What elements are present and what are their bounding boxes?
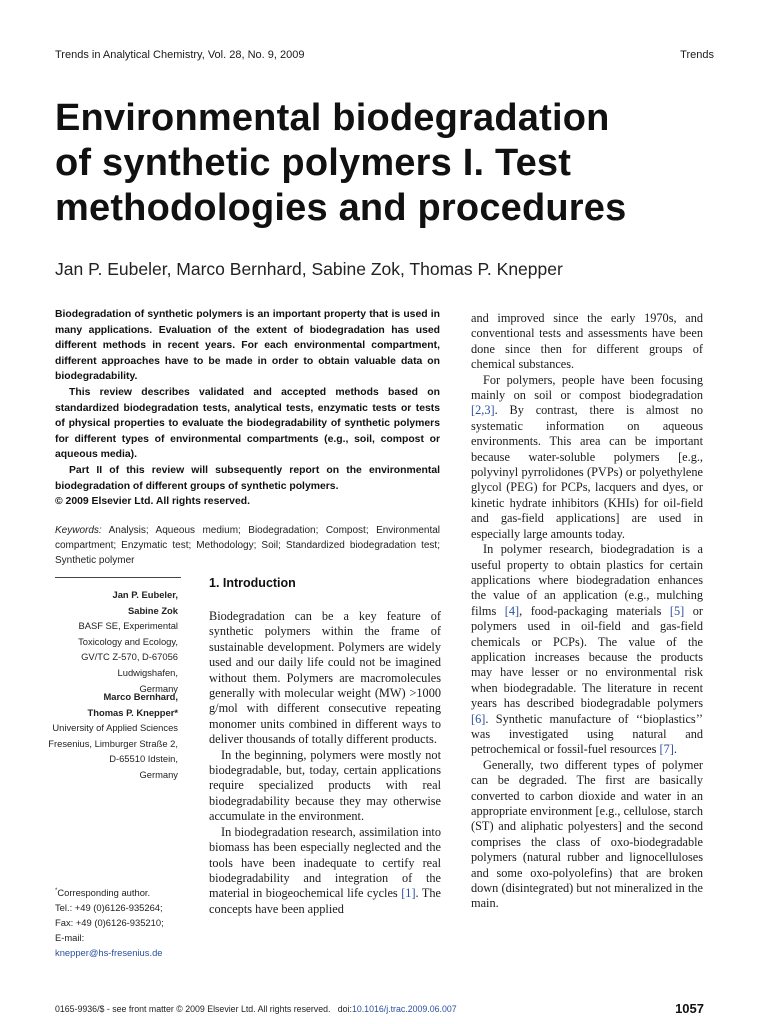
affiliation-line: D-65510 Idstein, [109,753,178,765]
body-text: . Synthetic manufacture of ‘‘bioplastics’’ was investigated using natural and petrochemical or fossil-fuel resources [471,711,703,757]
page-footer [55,1004,457,1014]
body-paragraph [471,542,703,758]
affiliation-block [78,587,178,696]
affiliation-line: Ludwigshafen, [117,666,178,678]
abstract-paragraph: Part II of this review will subsequently report on the environmental biodegradation of different groups of synthetic polymers. [55,464,440,492]
section-heading: 1. Introduction [209,576,296,590]
body-text: . [673,742,677,757]
body-text: . The concepts have been applied [209,886,441,916]
body-paragraph: Biodegradation can be a key feature of synthetic polymers within the frame of sustainable development. Polymers are widely used and our daily life could not be imagined without them. Polymers are macromolecules generally with molecular weight (MW) >1000 g/mol with different consecutive repeating monomer units combined in different ways to deliver thousands of totally different products. [209,609,441,747]
keywords [55,523,440,569]
affiliation-author: Jan P. Eubeler, [112,589,178,600]
body-text: For polymers, people have been focusing mainly on soil or compost biodegradation [471,372,703,403]
body-text: . By contrast, there is almost no systematic information on aqueous environments. This area can be important because water-soluble polymers [e.g., polyvinyl pyrrolidones (PVPs) or polyethylene glycol (PEG) for PCPs, lacquers and dyes, or kinetic hydrate inhibitors (KHIs) for oil-field and gas-field applications] are used in especially large amounts today. [471,403,703,541]
doi-label: doi: [337,1004,352,1014]
body-column-2 [471,311,703,912]
keywords-label: Keywords: [55,525,102,536]
doi-link[interactable]: 10.1016/j.trac.2009.06.007 [351,1004,457,1014]
affiliation-line: University of Applied Sciences [52,722,178,734]
abstract [55,307,440,510]
body-text: In biodegradation research, assimilation into biomass has been especially neglected and the tools have been inadequate to certify real biodegradability and integration of the material in biogeochemical life cycles [209,824,441,901]
abstract-paragraph: Biodegradation of synthetic polymers is an important property that is used in many applications. Evaluation of the extent of biodegradation has used different methods in recent years. For each environmental compartment, different approaches have to be made in order to obtain valuable data on biodegradability. [55,309,440,383]
affiliation-line: BASF SE, Experimental [78,620,178,632]
title-line: methodologies and procedures [55,187,627,229]
copyright-notice: © 2009 Elsevier Ltd. All rights reserved. [55,496,250,508]
page-number: 1057 [675,1001,704,1016]
reference-link-7[interactable]: [7] [659,742,674,757]
corresponding-author-label [55,884,164,900]
front-matter-notice: 0165-9936/$ - see front matter © 2009 Elsevier Ltd. All rights reserved. [55,1004,331,1014]
affiliation-author: Thomas P. Knepper* [87,706,178,718]
fax-number: Fax: +49 (0)6126-935210; [55,917,164,929]
phone-number: Tel.: +49 (0)6126-935264; [55,902,163,914]
abstract-paragraph: This review describes validated and accepted methods based on standardized biodegradation tests, analytical tests, enzymatic tests or tests of physical properties to evaluate the biodegradability of synthetic polymers for different types of environmental compartments (e.g., soil, compost or aqueous media). [55,386,440,461]
body-paragraph: Generally, two different types of polymer can be degraded. The first are basically converted to carbon dioxide and water in an appropriate environment [e.g., cellulose, starch (ST) and aliphatic polyesters] and the second comprises the class of oxo-biodegradable polymers (natural rubber and lignocelluloses and some oxo-polyolefins) that are broken down (disintegrated) but not mineralized in the main. [471,757,703,911]
article-title [55,96,735,231]
body-paragraph [209,825,441,917]
affiliation-line: Toxicology and Ecology, [78,635,178,647]
body-text: In polymer research, biodegradation is a useful property to obtain plastics for certain applications where biodegradation enhances the value of an application (e.g., mulching films [471,542,703,618]
correspondence-note [55,884,164,960]
keywords-list: Analysis; Aqueous medium; Biodegradation; Compost; Environmental compartment; Enzymatic test; Methodology; Soil; Standardized biodegradation test; Synthetic polymer [55,525,440,567]
footnote-marker: * [55,888,58,894]
affiliation-block [48,689,178,783]
affiliation-line: Fresenius, Limburger Straße 2, [48,737,178,749]
body-paragraph: In the beginning, polymers were mostly not biodegradable, but, today, certain applications require specialized products with real biodegradability because they may otherwise accumulate in the environment. [209,747,441,824]
journal-citation: Trends in Analytical Chemistry, Vol. 28, No. 9, 2009 [55,49,305,61]
email-label: E-mail: [55,932,85,944]
title-line: Environmental biodegradation [55,97,610,139]
body-column-1 [209,609,441,917]
affiliation-line: Germany [139,768,178,780]
body-text: , food-packaging materials [519,603,670,618]
email-link[interactable]: knepper@hs-fresenius.de [55,947,163,959]
reference-link-5[interactable]: [5] [669,603,685,618]
body-paragraph [471,373,703,542]
affiliation-line: Germany [139,682,178,694]
body-paragraph: and improved since the early 1970s, and conventional tests and assessments have been done since then for different groups of chemical substances. [471,311,703,372]
body-text: or polymers used in oil-field and gas-field chemicals or PCPs). The value of the application increases because the products may have lesser or no environmental risk when biodegradable. The literature in recent years has described biodegradable polymers [471,603,703,711]
reference-link-1[interactable]: [1] [401,886,416,901]
sidebar-rule [55,577,181,578]
author-list: Jan P. Eubeler, Marco Bernhard, Sabine Zok, Thomas P. Knepper [55,259,563,279]
reference-link-4[interactable]: [4] [504,603,520,618]
title-line: of synthetic polymers I. Test [55,142,572,184]
reference-link-2-3[interactable]: [2,3] [471,403,495,418]
reference-link-6[interactable]: [6] [471,711,486,726]
affiliation-line: GV/TC Z-570, D-67056 [81,651,178,663]
affiliation-author: Sabine Zok [127,604,178,616]
section-label: Trends [680,49,714,61]
corresponding-author-text: Corresponding author. [57,887,151,899]
affiliation-author: Marco Bernhard, [103,691,178,702]
